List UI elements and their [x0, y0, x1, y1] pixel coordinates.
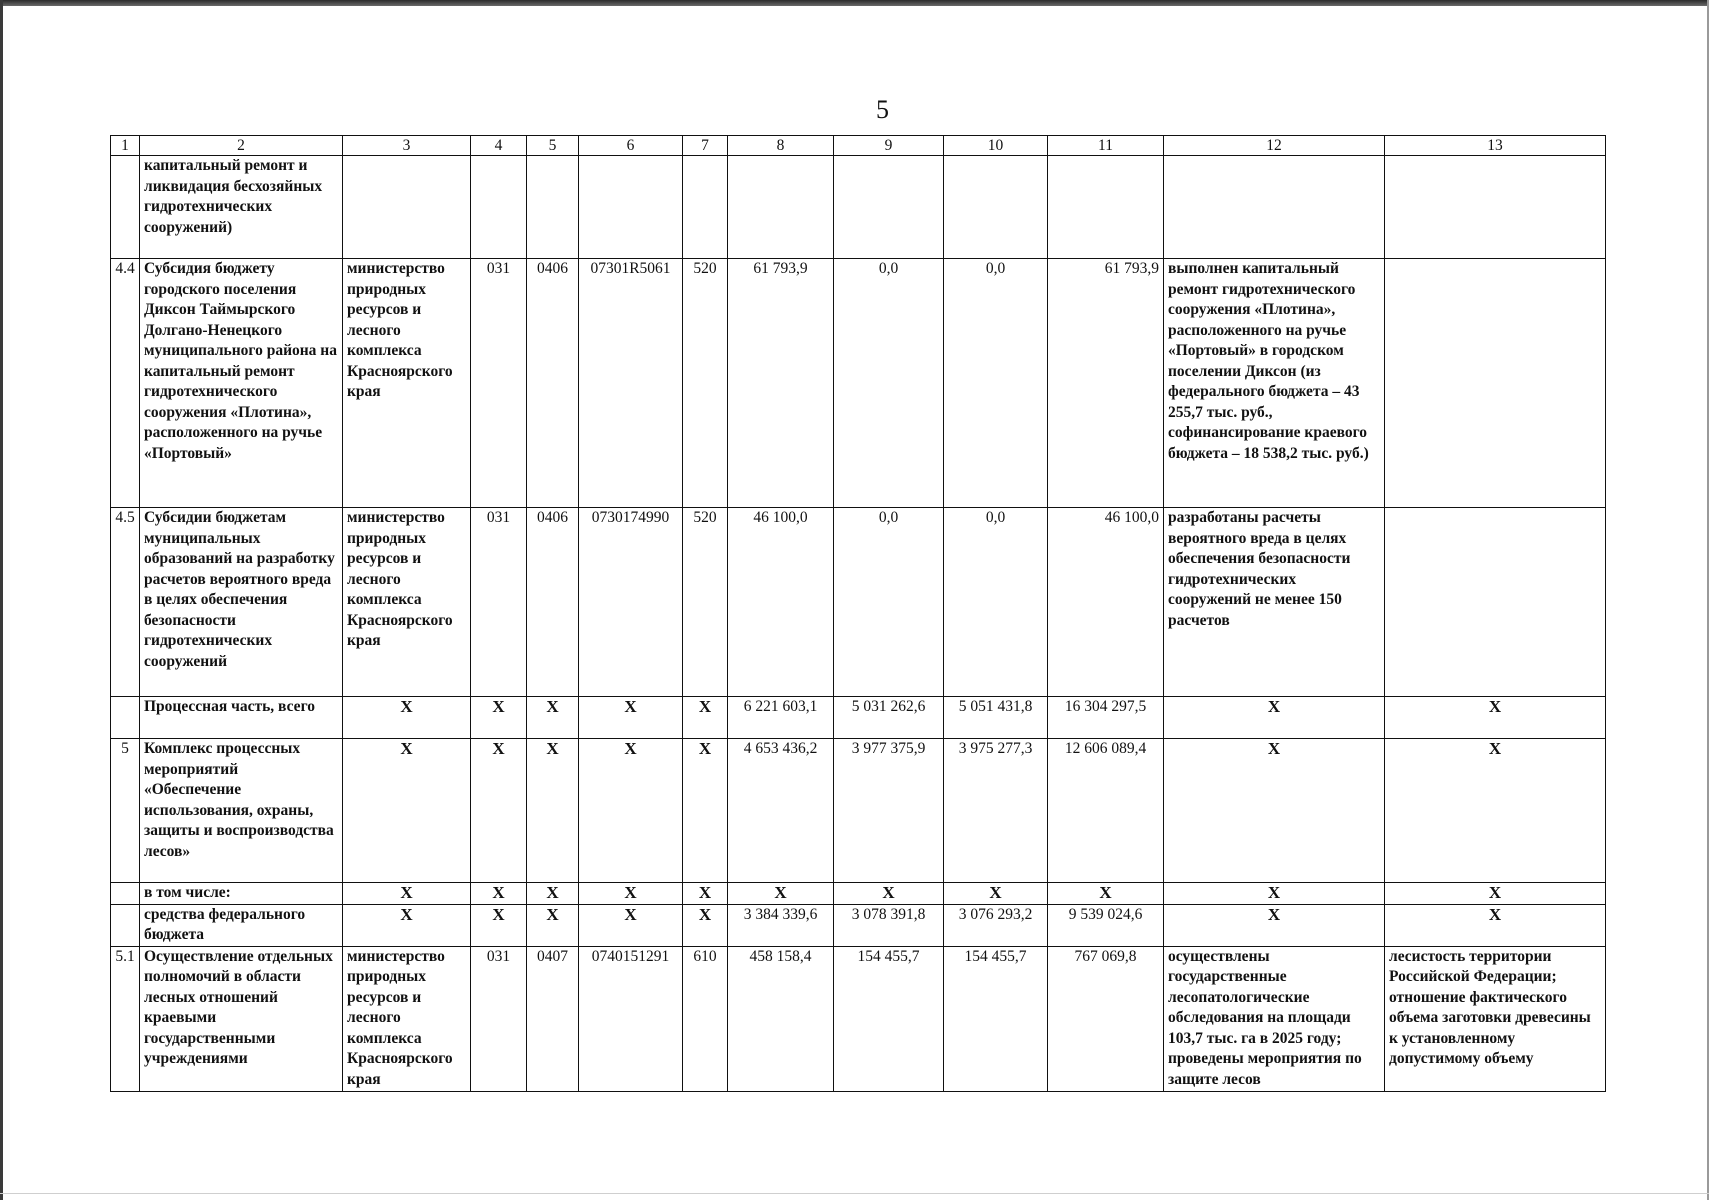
- cell-gr: 031: [471, 508, 527, 697]
- cell-amount: 3 977 375,9: [834, 739, 944, 883]
- cell-executor: [343, 156, 471, 259]
- row-number: [111, 156, 140, 259]
- cell-amount: 154 455,7: [944, 946, 1048, 1091]
- cell-amount: 61 793,9: [1048, 259, 1164, 508]
- cell-x-mark: X: [1048, 883, 1164, 905]
- cell-x-mark: X: [579, 883, 683, 905]
- cell-amount: 458 158,4: [728, 946, 834, 1091]
- cell-rzpr: 0406: [527, 259, 579, 508]
- cell-x-mark: X: [527, 697, 579, 739]
- cell-result: выполнен капитальный ремонт гидротехнического сооружения «Плотина», расположенного на ручье «Портовый» в городском поселении Диксон (из федерального бюджета – 43 255,7 тыс. руб., софинансирование краевого бюджета – 18 538,2 тыс. руб.): [1164, 259, 1385, 508]
- cell-x-mark: X: [343, 904, 471, 946]
- column-header: 3: [343, 136, 471, 156]
- cell-vr: 520: [683, 259, 728, 508]
- cell-amount: [944, 156, 1048, 259]
- cell-x-mark: X: [471, 697, 527, 739]
- cell-x-mark: X: [343, 697, 471, 739]
- table-row: [111, 904, 1606, 946]
- column-header: 5: [527, 136, 579, 156]
- cell-vr: 520: [683, 508, 728, 697]
- cell-vr: [683, 156, 728, 259]
- cell-x-mark: X: [1385, 697, 1606, 739]
- cell-x-mark: X: [579, 904, 683, 946]
- row-name: Процессная часть, всего: [140, 697, 343, 739]
- cell-amount: 61 793,9: [728, 259, 834, 508]
- cell-result: [1164, 156, 1385, 259]
- cell-rzpr: 0407: [527, 946, 579, 1091]
- cell-vr: 610: [683, 946, 728, 1091]
- cell-indicator: лесистость территории Российской Федерации; отношение фактического объема заготовки древесины к установленному допустимому объему: [1385, 946, 1606, 1091]
- row-number: 5.1: [111, 946, 140, 1091]
- row-name: Субсидия бюджету городского поселения Диксон Таймырского Долгано-Ненецкого муниципального района на капитальный ремонт гидротехнического сооружения «Плотина», расположенного на ручье «Портовый»: [140, 259, 343, 508]
- cell-amount: 46 100,0: [728, 508, 834, 697]
- row-name: Комплекс процессных мероприятий «Обеспечение использования, охраны, защиты и воспроизводства лесов»: [140, 739, 343, 883]
- table-row: [111, 156, 1606, 259]
- cell-amount: 3 076 293,2: [944, 904, 1048, 946]
- cell-x-mark: X: [471, 883, 527, 905]
- column-header: 2: [140, 136, 343, 156]
- cell-executor: министерство природных ресурсов и лесного комплекса Красноярского края: [343, 508, 471, 697]
- budget-table: [110, 135, 1606, 1092]
- cell-amount: 5 051 431,8: [944, 697, 1048, 739]
- cell-x-mark: X: [683, 697, 728, 739]
- cell-x-mark: X: [579, 739, 683, 883]
- cell-amount: 767 069,8: [1048, 946, 1164, 1091]
- cell-indicator: [1385, 259, 1606, 508]
- table-row: [111, 259, 1606, 508]
- cell-result: разработаны расчеты вероятного вреда в целях обеспечения безопасности гидротехнических сооружений не менее 150 расчетов: [1164, 508, 1385, 697]
- cell-x-mark: X: [471, 739, 527, 883]
- column-header: 12: [1164, 136, 1385, 156]
- scan-edge-left: [0, 0, 3, 1200]
- scan-edge-bottom: [0, 1193, 1709, 1194]
- cell-rzpr: 0406: [527, 508, 579, 697]
- table-row: [111, 697, 1606, 739]
- cell-amount: 154 455,7: [834, 946, 944, 1091]
- column-header: 11: [1048, 136, 1164, 156]
- row-name: Субсидии бюджетам муниципальных образований на разработку расчетов вероятного вреда в целях обеспечения безопасности гидротехнических сооружений: [140, 508, 343, 697]
- row-number: 4.4: [111, 259, 140, 508]
- cell-amount: [834, 156, 944, 259]
- cell-x-mark: X: [527, 883, 579, 905]
- page-number: 5: [876, 95, 889, 124]
- cell-amount: 5 031 262,6: [834, 697, 944, 739]
- cell-amount: 3 078 391,8: [834, 904, 944, 946]
- cell-x-mark: X: [1164, 739, 1385, 883]
- cell-csr: 0730174990: [579, 508, 683, 697]
- cell-amount: 12 606 089,4: [1048, 739, 1164, 883]
- cell-x-mark: X: [834, 883, 944, 905]
- cell-x-mark: X: [1164, 904, 1385, 946]
- row-name: средства федерального бюджета: [140, 904, 343, 946]
- cell-x-mark: X: [1164, 697, 1385, 739]
- cell-gr: 031: [471, 259, 527, 508]
- cell-rzpr: [527, 156, 579, 259]
- cell-amount: [1048, 156, 1164, 259]
- cell-amount: 4 653 436,2: [728, 739, 834, 883]
- row-number: [111, 883, 140, 905]
- table-row: [111, 946, 1606, 1091]
- cell-amount: [728, 156, 834, 259]
- column-header: 1: [111, 136, 140, 156]
- table-row: [111, 883, 1606, 905]
- cell-x-mark: X: [728, 883, 834, 905]
- cell-indicator: [1385, 156, 1606, 259]
- cell-amount: 9 539 024,6: [1048, 904, 1164, 946]
- cell-x-mark: X: [944, 883, 1048, 905]
- cell-executor: министерство природных ресурсов и лесного комплекса Красноярского края: [343, 259, 471, 508]
- cell-amount: 0,0: [944, 259, 1048, 508]
- cell-x-mark: X: [1385, 739, 1606, 883]
- cell-gr: [471, 156, 527, 259]
- table-header-row: [111, 136, 1606, 156]
- cell-gr: 031: [471, 946, 527, 1091]
- cell-x-mark: X: [343, 739, 471, 883]
- cell-csr: 07301R5061: [579, 259, 683, 508]
- cell-x-mark: X: [1385, 883, 1606, 905]
- row-number: [111, 697, 140, 739]
- column-header: 4: [471, 136, 527, 156]
- cell-amount: 3 975 277,3: [944, 739, 1048, 883]
- cell-x-mark: X: [579, 697, 683, 739]
- cell-csr: [579, 156, 683, 259]
- cell-amount: 0,0: [834, 259, 944, 508]
- column-header: 13: [1385, 136, 1606, 156]
- cell-x-mark: X: [343, 883, 471, 905]
- table-row: [111, 739, 1606, 883]
- cell-x-mark: X: [683, 739, 728, 883]
- row-name: Осуществление отдельных полномочий в области лесных отношений краевыми государственными учреждениями: [140, 946, 343, 1091]
- row-number: [111, 904, 140, 946]
- cell-x-mark: X: [527, 904, 579, 946]
- column-header: 10: [944, 136, 1048, 156]
- cell-x-mark: X: [471, 904, 527, 946]
- cell-indicator: [1385, 508, 1606, 697]
- cell-amount: 0,0: [834, 508, 944, 697]
- column-header: 6: [579, 136, 683, 156]
- cell-result: осуществлены государственные лесопатологические обследования на площади 103,7 тыс. га в 2025 году; проведены мероприятия по защите лесов: [1164, 946, 1385, 1091]
- cell-x-mark: X: [527, 739, 579, 883]
- cell-executor: министерство природных ресурсов и лесного комплекса Красноярского края: [343, 946, 471, 1091]
- cell-x-mark: X: [683, 883, 728, 905]
- cell-x-mark: X: [1164, 883, 1385, 905]
- cell-x-mark: X: [683, 904, 728, 946]
- column-header: 7: [683, 136, 728, 156]
- cell-x-mark: X: [1385, 904, 1606, 946]
- cell-amount: 3 384 339,6: [728, 904, 834, 946]
- cell-amount: 46 100,0: [1048, 508, 1164, 697]
- row-number: 4.5: [111, 508, 140, 697]
- column-header: 8: [728, 136, 834, 156]
- row-name: в том числе:: [140, 883, 343, 905]
- cell-amount: 6 221 603,1: [728, 697, 834, 739]
- row-number: 5: [111, 739, 140, 883]
- scan-edge-top: [0, 0, 1709, 6]
- row-name: капитальный ремонт и ликвидация бесхозяйных гидротехнических сооружений): [140, 156, 343, 259]
- cell-amount: 16 304 297,5: [1048, 697, 1164, 739]
- table-row: [111, 508, 1606, 697]
- cell-amount: 0,0: [944, 508, 1048, 697]
- column-header: 9: [834, 136, 944, 156]
- cell-csr: 0740151291: [579, 946, 683, 1091]
